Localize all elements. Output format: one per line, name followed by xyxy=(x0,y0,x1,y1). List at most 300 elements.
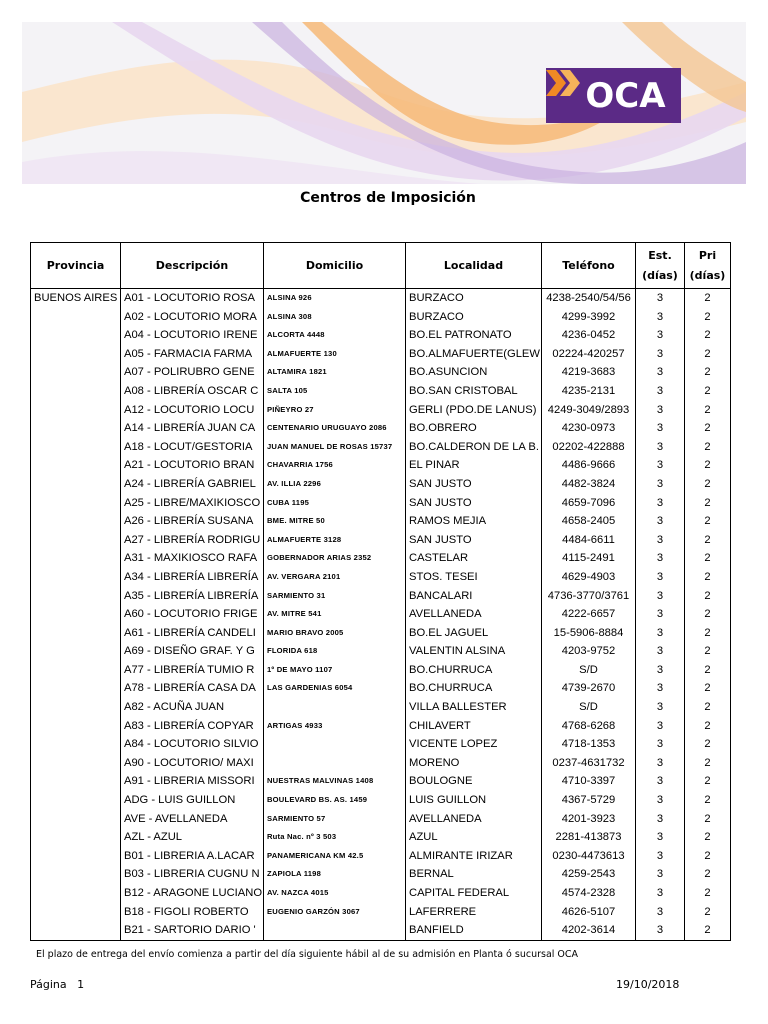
cell-localidad: BO.CHURRUCA xyxy=(406,661,542,680)
cell-localidad: BO.OBRERO xyxy=(406,419,542,438)
table-row xyxy=(31,419,731,438)
cell-est: 3 xyxy=(636,605,685,624)
cell-est: 3 xyxy=(636,475,685,494)
table-row xyxy=(31,754,731,773)
cell-telefono: 4230-0973 xyxy=(542,419,636,438)
centers-table xyxy=(30,242,731,941)
cell-est: 3 xyxy=(636,884,685,903)
cell-telefono: 4718-1353 xyxy=(542,735,636,754)
cell-telefono: 4710-3397 xyxy=(542,772,636,791)
cell-pri: 2 xyxy=(685,419,731,438)
cell-domicilio: JUAN MANUEL DE ROSAS 15737 xyxy=(264,438,406,457)
cell-telefono: 4629-4903 xyxy=(542,568,636,587)
cell-descripcion: A91 - LIBRERIA MISSORI xyxy=(121,772,264,791)
cell-descripcion: A69 - DISEÑO GRAF. Y G xyxy=(121,642,264,661)
cell-provincia xyxy=(31,717,121,736)
cell-est: 3 xyxy=(636,587,685,606)
cell-telefono: 4658-2405 xyxy=(542,512,636,531)
cell-localidad: EL PINAR xyxy=(406,456,542,475)
cell-pri: 2 xyxy=(685,865,731,884)
cell-est: 3 xyxy=(636,754,685,773)
cell-pri: 2 xyxy=(685,475,731,494)
cell-domicilio xyxy=(264,921,406,940)
page-number: 1 xyxy=(77,978,85,991)
oca-logo xyxy=(546,68,681,123)
cell-provincia xyxy=(31,549,121,568)
cell-provincia xyxy=(31,438,121,457)
cell-pri: 2 xyxy=(685,810,731,829)
cell-provincia xyxy=(31,865,121,884)
cell-descripcion: A12 - LOCUTORIO LOCU xyxy=(121,401,264,420)
col-header-descripcion: Descripción xyxy=(121,243,264,289)
logo-arrows-icon xyxy=(546,68,586,98)
cell-domicilio: AV. MITRE 541 xyxy=(264,605,406,624)
table-row xyxy=(31,717,731,736)
table-row xyxy=(31,326,731,345)
cell-telefono: 4484-6611 xyxy=(542,531,636,550)
cell-localidad: MORENO xyxy=(406,754,542,773)
cell-pri: 2 xyxy=(685,456,731,475)
cell-domicilio: ALMAFUERTE 3128 xyxy=(264,531,406,550)
cell-est: 3 xyxy=(636,494,685,513)
cell-pri: 2 xyxy=(685,401,731,420)
table-row xyxy=(31,345,731,364)
cell-localidad: VALENTIN ALSINA xyxy=(406,642,542,661)
cell-localidad: SAN JUSTO xyxy=(406,531,542,550)
cell-provincia xyxy=(31,698,121,717)
cell-localidad: BOULOGNE xyxy=(406,772,542,791)
cell-domicilio xyxy=(264,698,406,717)
cell-localidad: AZUL xyxy=(406,828,542,847)
cell-provincia xyxy=(31,754,121,773)
table-row xyxy=(31,865,731,884)
col-header-est-line2: (días) xyxy=(642,268,678,282)
cell-localidad: CHILAVERT xyxy=(406,717,542,736)
cell-pri: 2 xyxy=(685,624,731,643)
cell-provincia xyxy=(31,791,121,810)
cell-telefono: S/D xyxy=(542,698,636,717)
cell-pri: 2 xyxy=(685,698,731,717)
cell-telefono: S/D xyxy=(542,661,636,680)
cell-pri: 2 xyxy=(685,512,731,531)
cell-provincia xyxy=(31,363,121,382)
cell-localidad: BO.CALDERON DE LA B. xyxy=(406,438,542,457)
cell-provincia xyxy=(31,512,121,531)
cell-est: 3 xyxy=(636,363,685,382)
cell-domicilio: PIÑEYRO 27 xyxy=(264,401,406,420)
cell-descripcion: A24 - LIBRERÍA GABRIEL xyxy=(121,475,264,494)
table-row xyxy=(31,624,731,643)
cell-telefono: 4736-3770/3761 xyxy=(542,587,636,606)
cell-domicilio: CENTENARIO URUGUAYO 2086 xyxy=(264,419,406,438)
table-row xyxy=(31,438,731,457)
cell-est: 3 xyxy=(636,903,685,922)
cell-domicilio: CHAVARRIA 1756 xyxy=(264,456,406,475)
cell-pri: 2 xyxy=(685,921,731,940)
table-body xyxy=(31,289,731,941)
col-header-telefono: Teléfono xyxy=(542,243,636,289)
cell-telefono: 4219-3683 xyxy=(542,363,636,382)
cell-descripcion: B21 - SARTORIO DARIO ' xyxy=(121,921,264,940)
cell-est: 3 xyxy=(636,828,685,847)
cell-est: 3 xyxy=(636,661,685,680)
cell-descripcion: ADG - LUIS GUILLON xyxy=(121,791,264,810)
cell-est: 3 xyxy=(636,568,685,587)
col-header-provincia: Provincia xyxy=(31,243,121,289)
cell-pri: 2 xyxy=(685,847,731,866)
cell-localidad: ALMIRANTE IRIZAR xyxy=(406,847,542,866)
table-row xyxy=(31,698,731,717)
cell-provincia xyxy=(31,568,121,587)
table-row xyxy=(31,512,731,531)
cell-provincia xyxy=(31,401,121,420)
cell-est: 3 xyxy=(636,865,685,884)
cell-pri: 2 xyxy=(685,531,731,550)
cell-descripcion: A60 - LOCUTORIO FRIGE xyxy=(121,605,264,624)
cell-descripcion: A31 - MAXIKIOSCO RAFA xyxy=(121,549,264,568)
cell-domicilio xyxy=(264,754,406,773)
cell-descripcion: A02 - LOCUTORIO MORA xyxy=(121,308,264,327)
cell-telefono: 15-5906-8884 xyxy=(542,624,636,643)
cell-descripcion: A78 - LIBRERÍA CASA DA xyxy=(121,679,264,698)
cell-provincia xyxy=(31,903,121,922)
cell-est: 3 xyxy=(636,735,685,754)
cell-localidad: CASTELAR xyxy=(406,549,542,568)
cell-provincia xyxy=(31,605,121,624)
cell-provincia xyxy=(31,531,121,550)
col-header-localidad: Localidad xyxy=(406,243,542,289)
table-row xyxy=(31,363,731,382)
cell-domicilio: SARMIENTO 57 xyxy=(264,810,406,829)
col-header-est xyxy=(636,243,685,289)
table-row xyxy=(31,828,731,847)
cell-provincia xyxy=(31,587,121,606)
logo-text: OCA xyxy=(585,75,666,116)
cell-pri: 2 xyxy=(685,605,731,624)
cell-telefono: 4299-3992 xyxy=(542,308,636,327)
cell-telefono: 4235-2131 xyxy=(542,382,636,401)
cell-domicilio: LAS GARDENIAS 6054 xyxy=(264,679,406,698)
cell-pri: 2 xyxy=(685,642,731,661)
cell-est: 3 xyxy=(636,326,685,345)
cell-pri: 2 xyxy=(685,679,731,698)
table-row xyxy=(31,642,731,661)
table-row xyxy=(31,568,731,587)
cell-descripcion: A14 - LIBRERÍA JUAN CA xyxy=(121,419,264,438)
cell-domicilio: ALSINA 926 xyxy=(264,289,406,308)
cell-localidad: GERLI (PDO.DE LANUS) xyxy=(406,401,542,420)
cell-descripcion: A82 - ACUÑA JUAN xyxy=(121,698,264,717)
cell-domicilio: AV. NAZCA 4015 xyxy=(264,884,406,903)
cell-telefono: 4574-2328 xyxy=(542,884,636,903)
page-label: Página xyxy=(30,978,67,991)
cell-provincia xyxy=(31,847,121,866)
cell-telefono: 4626-5107 xyxy=(542,903,636,922)
cell-provincia xyxy=(31,679,121,698)
cell-descripcion: A01 - LOCUTORIO ROSA xyxy=(121,289,264,308)
header-banner xyxy=(22,22,746,184)
cell-localidad: LUIS GUILLON xyxy=(406,791,542,810)
cell-descripcion: A04 - LOCUTORIO IRENE xyxy=(121,326,264,345)
cell-est: 3 xyxy=(636,419,685,438)
cell-pri: 2 xyxy=(685,363,731,382)
cell-telefono: 0237-4631732 xyxy=(542,754,636,773)
cell-pri: 2 xyxy=(685,382,731,401)
cell-telefono: 4768-6268 xyxy=(542,717,636,736)
cell-est: 3 xyxy=(636,456,685,475)
report-date: 19/10/2018 xyxy=(616,978,680,991)
cell-domicilio: ALMAFUERTE 130 xyxy=(264,345,406,364)
cell-pri: 2 xyxy=(685,308,731,327)
cell-localidad: CAPITAL FEDERAL xyxy=(406,884,542,903)
cell-provincia xyxy=(31,456,121,475)
cell-pri: 2 xyxy=(685,438,731,457)
table-row xyxy=(31,903,731,922)
cell-descripcion: A35 - LIBRERÍA LIBRERÍA xyxy=(121,587,264,606)
table-row xyxy=(31,791,731,810)
cell-descripcion: A25 - LIBRE/MAXIKIOSCO xyxy=(121,494,264,513)
cell-pri: 2 xyxy=(685,717,731,736)
cell-localidad: BERNAL xyxy=(406,865,542,884)
cell-domicilio: ALSINA 308 xyxy=(264,308,406,327)
cell-telefono: 4238-2540/54/56 xyxy=(542,289,636,308)
cell-telefono: 4659-7096 xyxy=(542,494,636,513)
col-header-est-line1: Est. xyxy=(648,248,672,262)
cell-pri: 2 xyxy=(685,828,731,847)
table-row xyxy=(31,847,731,866)
cell-est: 3 xyxy=(636,382,685,401)
cell-descripcion: A90 - LOCUTORIO/ MAXI xyxy=(121,754,264,773)
cell-pri: 2 xyxy=(685,735,731,754)
cell-provincia xyxy=(31,642,121,661)
cell-telefono: 4259-2543 xyxy=(542,865,636,884)
cell-telefono: 4367-5729 xyxy=(542,791,636,810)
table-header-row xyxy=(31,243,731,289)
cell-descripcion: A05 - FARMACIA FARMA xyxy=(121,345,264,364)
cell-descripcion: AVE - AVELLANEDA xyxy=(121,810,264,829)
cell-descripcion: A26 - LIBRERÍA SUSANA xyxy=(121,512,264,531)
cell-est: 3 xyxy=(636,717,685,736)
cell-domicilio: FLORIDA 618 xyxy=(264,642,406,661)
cell-descripcion: A08 - LIBRERÍA OSCAR C xyxy=(121,382,264,401)
cell-localidad: BO.ASUNCION xyxy=(406,363,542,382)
cell-descripcion: A77 - LIBRERÍA TUMIO R xyxy=(121,661,264,680)
cell-est: 3 xyxy=(636,401,685,420)
table-row xyxy=(31,549,731,568)
cell-localidad: VILLA BALLESTER xyxy=(406,698,542,717)
cell-descripcion: A61 - LIBRERÍA CANDELI xyxy=(121,624,264,643)
cell-telefono: 4115-2491 xyxy=(542,549,636,568)
col-header-domicilio: Domicilio xyxy=(264,243,406,289)
cell-descripcion: B12 - ARAGONE LUCIANO xyxy=(121,884,264,903)
cell-pri: 2 xyxy=(685,661,731,680)
cell-localidad: BANFIELD xyxy=(406,921,542,940)
cell-domicilio: 1º DE MAYO 1107 xyxy=(264,661,406,680)
cell-localidad: SAN JUSTO xyxy=(406,494,542,513)
cell-domicilio: Ruta Nac. nº 3 503 xyxy=(264,828,406,847)
cell-localidad: STOS. TESEI xyxy=(406,568,542,587)
cell-pri: 2 xyxy=(685,772,731,791)
cell-provincia xyxy=(31,921,121,940)
cell-domicilio: EUGENIO GARZÓN 3067 xyxy=(264,903,406,922)
cell-localidad: AVELLANEDA xyxy=(406,605,542,624)
cell-descripcion: B03 - LIBRERIA CUGNU N xyxy=(121,865,264,884)
cell-est: 3 xyxy=(636,624,685,643)
cell-provincia xyxy=(31,475,121,494)
cell-localidad: AVELLANEDA xyxy=(406,810,542,829)
cell-provincia xyxy=(31,494,121,513)
cell-localidad: BO.EL JAGUEL xyxy=(406,624,542,643)
cell-telefono: 4201-3923 xyxy=(542,810,636,829)
cell-pri: 2 xyxy=(685,494,731,513)
cell-domicilio: ZAPIOLA 1198 xyxy=(264,865,406,884)
cell-pri: 2 xyxy=(685,903,731,922)
cell-localidad: BO.EL PATRONATO xyxy=(406,326,542,345)
table-row xyxy=(31,735,731,754)
table-row xyxy=(31,382,731,401)
cell-est: 3 xyxy=(636,438,685,457)
cell-est: 3 xyxy=(636,791,685,810)
col-header-pri xyxy=(685,243,731,289)
cell-est: 3 xyxy=(636,810,685,829)
table-row xyxy=(31,605,731,624)
cell-pri: 2 xyxy=(685,587,731,606)
table-row xyxy=(31,810,731,829)
cell-domicilio: BME. MITRE 50 xyxy=(264,512,406,531)
cell-provincia xyxy=(31,884,121,903)
cell-est: 3 xyxy=(636,345,685,364)
cell-descripcion: A27 - LIBRERÍA RODRIGU xyxy=(121,531,264,550)
table-row xyxy=(31,401,731,420)
table-row xyxy=(31,475,731,494)
cell-telefono: 02224-420257 xyxy=(542,345,636,364)
cell-provincia xyxy=(31,326,121,345)
page-title: Centros de Imposición xyxy=(300,190,476,206)
cell-domicilio xyxy=(264,735,406,754)
cell-est: 3 xyxy=(636,512,685,531)
cell-pri: 2 xyxy=(685,345,731,364)
cell-est: 3 xyxy=(636,679,685,698)
cell-telefono: 02202-422888 xyxy=(542,438,636,457)
cell-descripcion: B01 - LIBRERIA A.LACAR xyxy=(121,847,264,866)
cell-descripcion: AZL - AZUL xyxy=(121,828,264,847)
cell-provincia xyxy=(31,661,121,680)
cell-est: 3 xyxy=(636,847,685,866)
cell-provincia xyxy=(31,419,121,438)
cell-provincia xyxy=(31,308,121,327)
cell-telefono: 4249-3049/2893 xyxy=(542,401,636,420)
page-indicator xyxy=(30,978,84,991)
col-header-pri-line1: Pri xyxy=(698,248,717,262)
cell-domicilio: NUESTRAS MALVINAS 1408 xyxy=(264,772,406,791)
table-row xyxy=(31,661,731,680)
cell-localidad: SAN JUSTO xyxy=(406,475,542,494)
cell-descripcion: A07 - POLIRUBRO GENE xyxy=(121,363,264,382)
table-row xyxy=(31,772,731,791)
cell-pri: 2 xyxy=(685,326,731,345)
cell-pri: 2 xyxy=(685,754,731,773)
cell-localidad: RAMOS MEJIA xyxy=(406,512,542,531)
cell-domicilio: CUBA 1195 xyxy=(264,494,406,513)
cell-provincia xyxy=(31,810,121,829)
table-row xyxy=(31,494,731,513)
table-row xyxy=(31,921,731,940)
cell-localidad: BO.SAN CRISTOBAL xyxy=(406,382,542,401)
cell-localidad: LAFERRERE xyxy=(406,903,542,922)
cell-domicilio: ALTAMIRA 1821 xyxy=(264,363,406,382)
cell-pri: 2 xyxy=(685,568,731,587)
cell-descripcion: A21 - LOCUTORIO BRAN xyxy=(121,456,264,475)
cell-pri: 2 xyxy=(685,791,731,810)
cell-est: 3 xyxy=(636,772,685,791)
cell-provincia: BUENOS AIRES xyxy=(31,289,121,308)
cell-localidad: BO.ALMAFUERTE(GLEW xyxy=(406,345,542,364)
cell-domicilio: GOBERNADOR ARIAS 2352 xyxy=(264,549,406,568)
cell-domicilio: PANAMERICANA KM 42.5 xyxy=(264,847,406,866)
cell-localidad: BURZACO xyxy=(406,308,542,327)
table-row xyxy=(31,587,731,606)
cell-localidad: BO.CHURRUCA xyxy=(406,679,542,698)
cell-est: 3 xyxy=(636,921,685,940)
cell-descripcion: A18 - LOCUT/GESTORIA xyxy=(121,438,264,457)
table-row xyxy=(31,456,731,475)
cell-telefono: 4236-0452 xyxy=(542,326,636,345)
cell-descripcion: A84 - LOCUTORIO SILVIO xyxy=(121,735,264,754)
cell-domicilio: ARTIGAS 4933 xyxy=(264,717,406,736)
cell-telefono: 4202-3614 xyxy=(542,921,636,940)
cell-domicilio: AV. ILLIA 2296 xyxy=(264,475,406,494)
cell-domicilio: BOULEVARD BS. AS. 1459 xyxy=(264,791,406,810)
cell-provincia xyxy=(31,345,121,364)
cell-provincia xyxy=(31,624,121,643)
col-header-pri-line2: (días) xyxy=(689,268,726,282)
cell-localidad: VICENTE LOPEZ xyxy=(406,735,542,754)
table-row xyxy=(31,289,731,308)
cell-provincia xyxy=(31,828,121,847)
cell-domicilio: MARIO BRAVO 2005 xyxy=(264,624,406,643)
cell-est: 3 xyxy=(636,289,685,308)
cell-provincia xyxy=(31,735,121,754)
cell-telefono: 4482-3824 xyxy=(542,475,636,494)
cell-provincia xyxy=(31,772,121,791)
table-row xyxy=(31,308,731,327)
table-row xyxy=(31,531,731,550)
cell-est: 3 xyxy=(636,549,685,568)
table-row xyxy=(31,679,731,698)
cell-provincia xyxy=(31,382,121,401)
cell-localidad: BANCALARI xyxy=(406,587,542,606)
cell-domicilio: AV. VERGARA 2101 xyxy=(264,568,406,587)
cell-domicilio: SARMIENTO 31 xyxy=(264,587,406,606)
cell-domicilio: ALCORTA 4448 xyxy=(264,326,406,345)
cell-telefono: 0230-4473613 xyxy=(542,847,636,866)
table-row xyxy=(31,884,731,903)
cell-pri: 2 xyxy=(685,549,731,568)
cell-descripcion: A34 - LIBRERÍA LIBRERÍA xyxy=(121,568,264,587)
cell-descripcion: A83 - LIBRERÍA COPYAR xyxy=(121,717,264,736)
cell-descripcion: B18 - FIGOLI ROBERTO xyxy=(121,903,264,922)
cell-pri: 2 xyxy=(685,884,731,903)
delivery-footnote: El plazo de entrega del envío comienza a partir del día siguiente hábil al de su admisión en Planta ó sucursal OCA xyxy=(36,949,579,960)
cell-telefono: 4203-9752 xyxy=(542,642,636,661)
cell-est: 3 xyxy=(636,308,685,327)
cell-telefono: 4739-2670 xyxy=(542,679,636,698)
cell-est: 3 xyxy=(636,642,685,661)
cell-telefono: 2281-413873 xyxy=(542,828,636,847)
cell-telefono: 4486-9666 xyxy=(542,456,636,475)
cell-est: 3 xyxy=(636,531,685,550)
cell-localidad: BURZACO xyxy=(406,289,542,308)
